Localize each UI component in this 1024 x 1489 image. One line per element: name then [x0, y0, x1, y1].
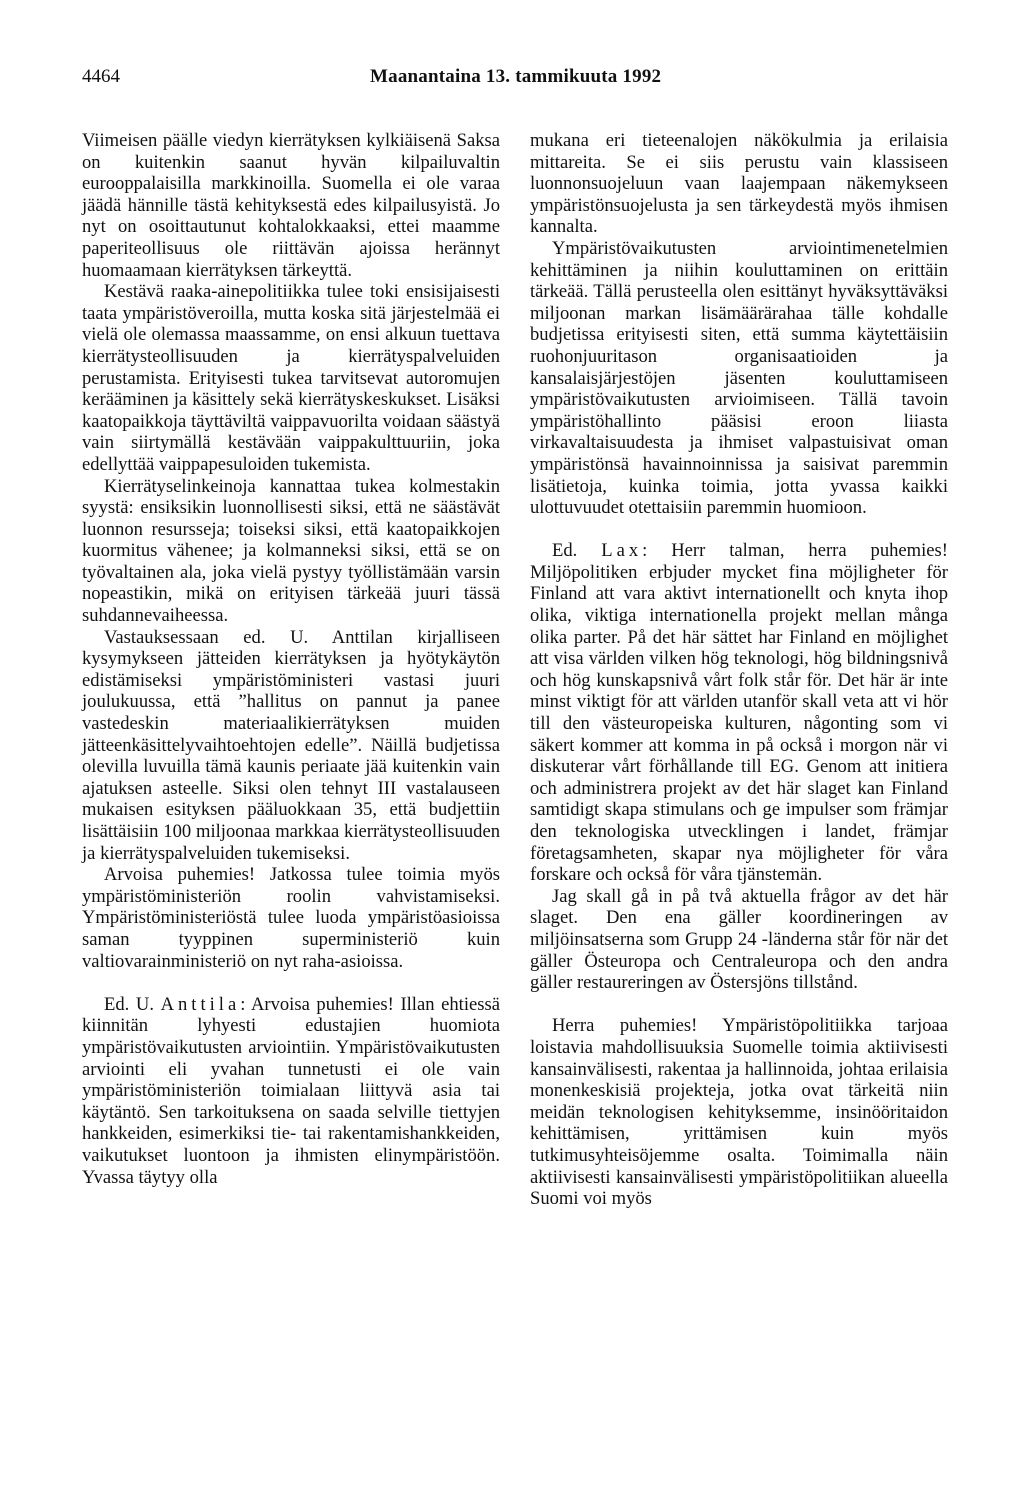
paragraph: mukana eri tieteenalojen näkökulmia ja erilaisia mittareita. Se ei siis perustu vain klassiseen luonnonsuojeluun vaan laajempaan näkemykseen ympäristönsuojelusta ja sen tärkeydestä myös ihmisen kannalta.	[530, 130, 948, 238]
page-number: 4464	[82, 66, 120, 87]
speech-text: : Herr talman, herra puhemies! Miljöpolitiken erbjuder mycket fina möjligheter för Finland att vara aktivt internationellt och knyta ihop olika, viktiga internationella projekt mellan många olika parter. På det här sättet har Finland en möjlighet att visa världen vilken hög teknologi, hög bildningsnivå och hög kunskapsnivå vårt folk står för. Det här är inte minst viktigt för att världen utanför skall veta att vi hör till den västeuropeiska kulturen, någonting som vi säkert kommer att komma in på också i morgon när vi diskuterar vårt förhållande till EG. Genom att initiera och administrera projekt av det här slaget kan Finland samtidigt skapa stimulans och ge impulser som främjar den teknologiska utvecklingen i landet, främjar företagsamheten, skapar nya möjligheter för våra forskare och också för våra tjänstemän.	[530, 540, 948, 886]
right-column	[530, 130, 948, 1210]
speech-anttila	[82, 994, 500, 1188]
paragraph: Kierrätyselinkeinoja kannattaa tukea kolmestakin syystä: ensiksikin luonnollisesti siksi, että ne säästävät luonnon resursseja; toiseksi siksi, että kaatopaikkojen kuormitus vähenee; ja kolmanneksi siksi, että se on työvaltainen ala, joka vielä pystyy työllistämään varsin nopeastikin, mikä on erityisen tärkeää juuri tässä suhdannevaiheessa.	[82, 475, 500, 627]
speech-prefix: Ed.	[552, 540, 602, 562]
paragraph: Jag skall gå in på två aktuella frågor av det här slaget. Den ena gäller koordineringen av miljöinsatserna som Grupp 24 -länderna står för när det gäller Östeuropa och Centraleuropa och den andra gäller restaureringen av Östersjöns tillstånd.	[530, 885, 948, 994]
speaker-name: Anttila	[160, 993, 241, 1015]
paragraph: Ympäristövaikutusten arviointimenetelmien kehittäminen ja niihin kouluttaminen on erittäin tärkeää. Tällä perusteella olen esittänyt hyväksyttäväksi miljoonan markan lisämäärärahaa tälle kohdalle budjetissa erityisesti siten, että summa käytettäisiin ruohonjuuritason organisaatioiden ja kansalaisjärjestöjen jäsenten kouluttamiseen ympäristövaikutusten arvioimiseen. Tällä tavoin ympäristöhallinto pääsisi eroon liiasta virkavaltaisuudesta ja ihmiset valpastuisivat oman ympäristönsä havainnoinnissa ja saisivat paremmin lisätietoja, kuinka toimia, jotta yvassa kaikki ulottuvuudet otettaisiin paremmin huomioon.	[530, 237, 948, 519]
paragraph: Herra puhemies! Ympäristöpolitiikka tarjoaa loistavia mahdollisuuksia Suomelle toimia aktiivisesti kansainvälisesti, rakentaa ja hallinnoida, johtaa erilaisia monenkeskisiä projekteja, jotka ovat tärkeitä niin meidän teknologisen kehityksemme, insinööritaidon kehittämisen, yrittämisen kuin myös tutkimusyhteisöjemme osalta. Toimimalla näin aktiivisesti kansainvälisesti ympäristöpolitiikan alueella Suomi voi myös	[530, 1015, 948, 1210]
left-column	[82, 130, 500, 1188]
speech-lax	[530, 540, 948, 886]
paragraph: Vastauksessaan ed. U. Anttilan kirjalliseen kysymykseen jätteiden kierrätyksen ja hyötykäytön edistämiseksi ympäristöministeri vastasi juuri joulukuussa, että ”hallitus on pannut ja panee vastedeskin materiaalikierrätyksen muiden jätteenkäsittelyvaihtoehtojen edelle”. Näillä budjetissa olevilla luvuilla tämä kaunis periaate jää kuitenkin vain ajatuksen asteelle. Siksi olen tehnyt III vastalauseen mukaisen esityksen pääluokkaan 35, että budjettiin lisättäisiin 100 miljoonaa markkaa kierrätysteollisuuden ja kierrätyspalveluiden tukemiseksi.	[82, 626, 500, 864]
speech-text: : Arvoisa puhemies! Illan ehtiessä kiinnitän lyhyesti edustajien huomiota ympäristövaikutusten arviointiin. Ympäristövaikutusten arviointi eli yvahan tunnetusti ei ole vain ympäristöministeriön toimialaan liittyvä asia tai käytäntö. Sen tarkoituksena on saada selville tiettyjen hankkeiden, esimerkiksi tie- tai rakentamishankkeiden, vaikutukset luontoon ja ihmisten elinympäristöön. Yvassa täytyy olla	[82, 993, 500, 1188]
page-header	[82, 66, 942, 92]
paragraph: Kestävä raaka-ainepolitiikka tulee toki ensisijaisesti taata ympäristöveroilla, mutta koska sitä järjestelmää ei vielä ole olemassa maassamme, on ensi alkuun tuettava kierrätysteollisuuden ja kierrätyspalveluiden perustamista. Erityisesti tukea tarvitsevat autoromujen kerääminen ja käsittely sekä kierrätyskeskukset. Lisäksi kaatopaikkoja täyttäviltä vaippavuorilta voidaan säästyä vain siirtymällä kestävään vaippakulttuuriin, joka edellyttää vaippapesuloiden tukemista.	[82, 281, 500, 475]
paragraph: Arvoisa puhemies! Jatkossa tulee toimia myös ympäristöministeriön roolin vahvistamiseksi. Ympäristöministeriöstä tulee luoda ympäristöasioissa saman tyyppinen superministeriö kuin valtiovarainministeriö on nyt raha-asioissa.	[82, 864, 500, 972]
speaker-name: Lax	[601, 540, 643, 562]
speech-prefix: Ed. U.	[104, 993, 161, 1015]
paragraph: Viimeisen päälle viedyn kierrätyksen kylkiäisenä Saksa on kuitenkin saanut hyvän kilpailuvaltin eurooppalaisilla markkinoilla. Suomella ei ole varaa jäädä hännille tästä kehityksestä edes kilpailusyistä. Jo nyt on osoittautunut kohtalokkaaksi, ettei maamme paperiteollisuus ole riittävän ajoissa herännyt huomaamaan kierrätyksen tärkeyttä.	[82, 130, 500, 281]
header-date: Maanantaina 13. tammikuuta 1992	[370, 66, 662, 87]
